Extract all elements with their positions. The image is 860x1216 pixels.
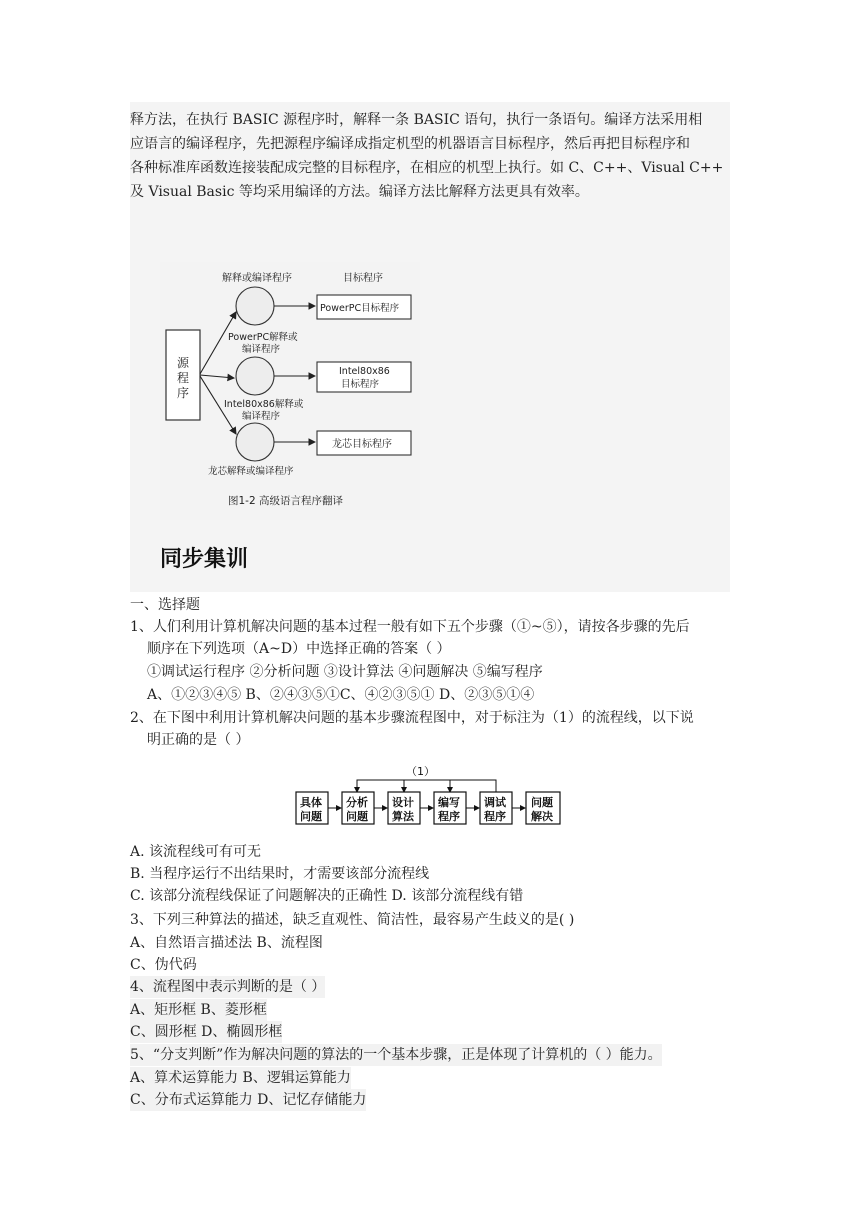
compiler-node-intel bbox=[236, 357, 274, 395]
flow-step-text: 设计 bbox=[392, 796, 414, 809]
section-title: 一、选择题 bbox=[130, 597, 200, 613]
node-label: PowerPC解释或 bbox=[228, 332, 298, 343]
intro-paragraph bbox=[130, 108, 730, 204]
question-1-options: A、①②③④⑤ B、②④③⑤①C、④②③⑤① D、②③⑤①④ bbox=[147, 687, 535, 703]
compiler-node-loongson bbox=[236, 423, 274, 461]
question-4-options-cd: C、圆形框 D、椭圆形框 bbox=[130, 1021, 282, 1043]
question-1-steps: ①调试运行程序 ②分析问题 ③设计算法 ④问题解决 ⑤编写程序 bbox=[147, 664, 543, 680]
question-5-options-ab: A、算术运算能力 B、逻辑运算能力 bbox=[130, 1067, 351, 1089]
question-4-options-ab: A、矩形框 B、菱形框 bbox=[130, 999, 267, 1021]
intro-line: 应语言的编译程序，先把源程序编译成指定机型的机器语言目标程序，然后再把目标程序和 bbox=[130, 136, 690, 152]
flow-step-text: 具体 bbox=[300, 796, 322, 809]
target-label: PowerPC目标程序 bbox=[320, 303, 400, 314]
target-label: 龙芯目标程序 bbox=[332, 439, 392, 450]
question-1-line: 顺序在下列选项（A~D）中选择正确的答案（ ） bbox=[147, 641, 451, 657]
section-heading: 同步集训 bbox=[160, 547, 249, 572]
diagram-header-right: 目标程序 bbox=[343, 273, 383, 284]
flow-step-text: 算法 bbox=[392, 810, 414, 823]
flow-step-text: 调试 bbox=[484, 796, 506, 809]
compiler-node-powerpc bbox=[236, 287, 274, 325]
question-2-option-cd: C. 该部分流程线保证了问题解决的正确性 D. 该部分流程线有错 bbox=[130, 888, 524, 904]
source-arrow bbox=[200, 375, 234, 378]
question-3-options-ab: A、自然语言描述法 B、流程图 bbox=[130, 935, 323, 951]
flow-step-text: 程序 bbox=[438, 810, 460, 823]
question-2-line: 明正确的是（ ） bbox=[147, 732, 250, 748]
figure-caption: 图1-2 高级语言程序翻译 bbox=[228, 495, 343, 507]
question-3-option-c: C、伪代码 bbox=[130, 957, 197, 973]
source-label: 程 bbox=[177, 371, 190, 385]
question-4: 4、流程图中表示判断的是（ ） bbox=[130, 976, 325, 998]
node-label: 编译程序 bbox=[242, 344, 281, 355]
question-3: 3、下列三种算法的描述，缺乏直观性、简洁性，最容易产生歧义的是( ) bbox=[130, 912, 575, 928]
diagram-header-left: 解释或编译程序 bbox=[222, 273, 292, 284]
intro-line: 及 Visual Basic 等均采用编译的方法。编译方法比解释方法更具有效率。 bbox=[130, 184, 589, 200]
question-2-option-a: A. 该流程线可有可无 bbox=[130, 844, 262, 860]
target-label: 目标程序 bbox=[341, 379, 380, 390]
node-label: 龙芯解释或编译程序 bbox=[208, 466, 294, 477]
question-5-options-cd: C、分布式运算能力 D、记忆存储能力 bbox=[130, 1089, 366, 1111]
flow-loop-label: （1） bbox=[406, 765, 435, 778]
question-1-line: 1、人们利用计算机解决问题的基本过程一般有如下五个步骤（①~⑤），请按各步骤的先后 bbox=[130, 619, 690, 635]
question-2-line: 2、在下图中利用计算机解决问题的基本步骤流程图中，对于标注为（1）的流程线，以下说 bbox=[130, 710, 694, 726]
flow-step-text: 问题 bbox=[531, 796, 553, 809]
translation-diagram bbox=[160, 262, 420, 520]
source-arrow bbox=[200, 312, 236, 374]
source-label: 序 bbox=[177, 386, 190, 400]
intro-line: 释方法，在执行 BASIC 源程序时，解释一条 BASIC 语句，执行一条语句。编译方法采用相 bbox=[130, 112, 703, 128]
flow-step-text: 问题 bbox=[346, 810, 368, 823]
intro-line: 各种标准库函数连接装配成完整的目标程序，在相应的机型上执行。如 C、C++、Visual C++ bbox=[130, 160, 724, 176]
flow-step-text: 程序 bbox=[484, 810, 506, 823]
question-5: 5、“分支判断”作为解决问题的算法的一个基本步骤，正是体现了计算机的（ ）能力。 bbox=[130, 1044, 662, 1066]
node-label: 编译程序 bbox=[242, 411, 281, 422]
feedback-line bbox=[357, 780, 496, 792]
flow-step-text: 编写 bbox=[438, 796, 460, 809]
problem-solving-flowchart bbox=[294, 764, 564, 826]
node-label: Intel80x86解释或 bbox=[224, 399, 304, 410]
flow-step-text: 问题 bbox=[300, 810, 322, 823]
flow-step-text: 解决 bbox=[531, 810, 553, 823]
source-label: 源 bbox=[177, 356, 190, 370]
question-2-option-b: B. 当程序运行不出结果时，才需要该部分流程线 bbox=[130, 866, 430, 882]
flow-step-text: 分析 bbox=[346, 796, 368, 809]
target-label: Intel80x86 bbox=[339, 366, 390, 377]
